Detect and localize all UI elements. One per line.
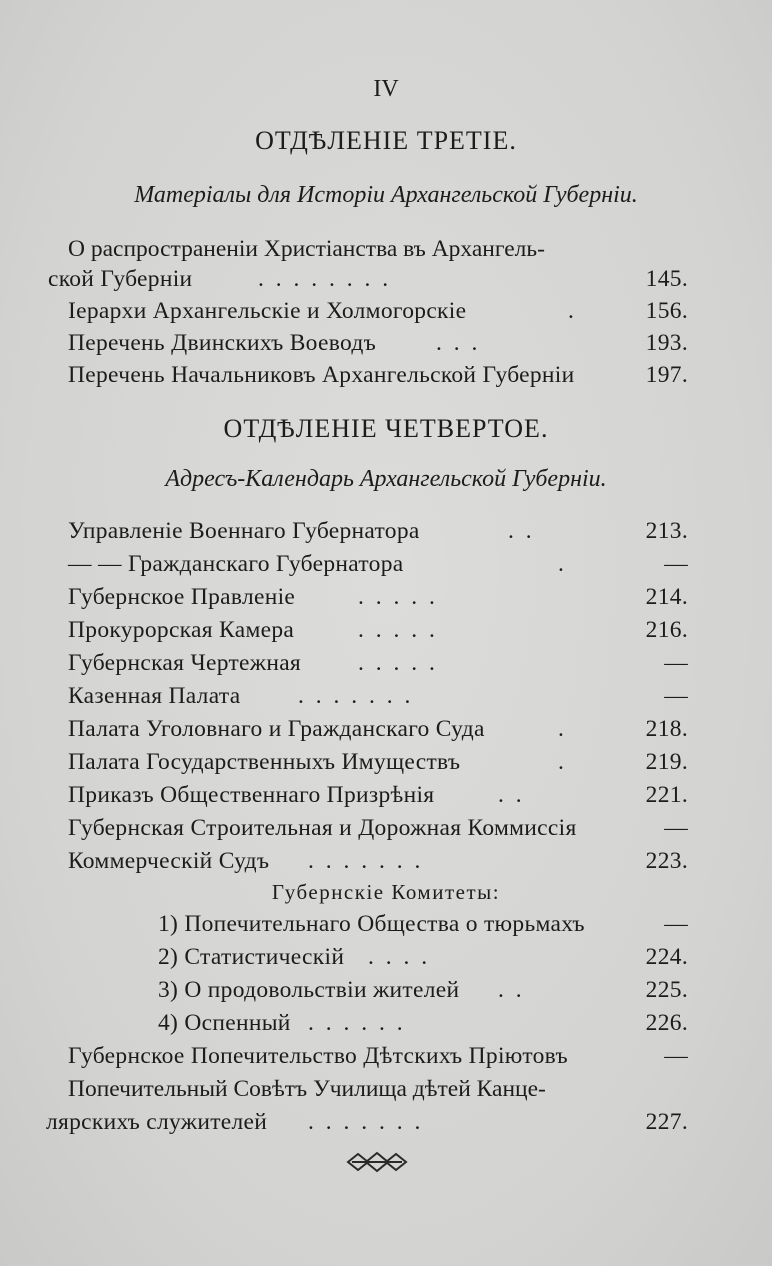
toc-entry-page: — <box>664 683 688 709</box>
toc-leader-dots: . . . . . . . <box>308 1109 424 1135</box>
toc-entry-page: 214. <box>645 584 688 610</box>
ornament-icon <box>346 1150 408 1174</box>
toc-entry-page: 218. <box>645 716 688 742</box>
toc-leader-dots: . . <box>498 782 525 808</box>
toc-entry <box>68 362 688 396</box>
toc-entry-title: Коммерческій Судъ <box>68 848 270 874</box>
toc-entry-page: 219. <box>645 749 688 775</box>
toc-entry-page: 226. <box>645 1010 688 1036</box>
toc-entry-title: 4) Оспенный <box>158 1010 291 1036</box>
toc-leader-dots: . . <box>498 977 525 1003</box>
toc-entry-page: 145. <box>645 266 688 292</box>
toc-entry <box>68 716 688 750</box>
toc-entry-line: Попечительный Совѣтъ Училища дѣтей Канце- <box>68 1076 546 1102</box>
toc-entry-title: Перечень Начальниковъ Архангельской Губерніи <box>68 362 575 388</box>
toc-entry-title: Палата Государственныхъ Имуществъ <box>68 749 461 775</box>
toc-entry-page: 213. <box>645 518 688 544</box>
toc-leader-dots: . <box>558 749 567 775</box>
toc-entry <box>46 1109 688 1143</box>
toc-entry-title: Губернское Правленіе <box>68 584 296 610</box>
toc-entry <box>68 782 688 816</box>
toc-entry <box>68 650 688 684</box>
toc-entry-page: — <box>664 650 688 676</box>
toc-leader-dots: . . . . . . <box>308 1010 406 1036</box>
toc-entry-title: — — Гражданскаго Губернатора <box>68 551 404 577</box>
toc-entry-title: 2) Статистическій <box>158 944 345 970</box>
toc-leader-dots: . . . . . . . . <box>258 266 392 292</box>
toc-entry <box>68 330 688 364</box>
toc-leader-dots: . . <box>508 518 535 544</box>
toc-entry-title: Іерархи Архангельскіе и Холмогорскіе <box>68 298 467 324</box>
toc-entry <box>68 584 688 618</box>
toc-leader-dots: . <box>558 551 567 577</box>
page-number: IV <box>373 76 399 102</box>
toc-entry <box>68 518 688 552</box>
toc-entry-title: Губернское Попечительство Дѣтскихъ Пріютовъ <box>68 1043 568 1069</box>
toc-entry <box>68 551 688 585</box>
toc-entry-title: Прокурорская Камера <box>68 617 295 643</box>
toc-entry-page: 197. <box>645 362 688 388</box>
toc-entry-title: 3) О продовольствіи жителей <box>158 977 460 1003</box>
section-three-title: ОТДѢЛЕНІЕ ТРЕТІЕ. <box>255 126 517 155</box>
toc-entry-page: 216. <box>645 617 688 643</box>
toc-entry-title: лярскихъ служителей <box>46 1109 268 1135</box>
toc-entry <box>68 617 688 651</box>
committees-heading: Губернскіе Комитеты: <box>271 880 501 904</box>
toc-entry <box>68 749 688 783</box>
toc-entry-title: Палата Уголовнаго и Гражданскаго Суда <box>68 716 485 742</box>
toc-entry-title: Перечень Двинскихъ Воеводъ <box>68 330 377 356</box>
toc-entry <box>68 848 688 882</box>
toc-entry-line: О распространеніи Христіанства въ Архангель- <box>68 236 545 262</box>
toc-entry <box>158 944 688 978</box>
toc-entry <box>158 977 688 1011</box>
toc-entry-page: 225. <box>645 977 688 1003</box>
toc-leader-dots: . . . <box>436 330 481 356</box>
toc-leader-dots: . <box>558 716 567 742</box>
toc-entry <box>68 298 688 332</box>
section-four-title: ОТДѢЛЕНІЕ ЧЕТВЕРТОЕ. <box>223 414 549 443</box>
toc-entry-title: Губернская Строительная и Дорожная Коммиссія <box>68 815 577 841</box>
toc-entry <box>48 266 688 300</box>
toc-entry <box>158 911 688 945</box>
toc-entry-page: 221. <box>645 782 688 808</box>
toc-entry-page: 227. <box>645 1109 688 1135</box>
toc-entry-title: 1) Попечительнаго Общества о тюрьмахъ <box>158 911 585 937</box>
toc-entry-page: 223. <box>645 848 688 874</box>
toc-entry-title: Управленіе Военнаго Губернатора <box>68 518 420 544</box>
toc-entry <box>68 1043 688 1077</box>
toc-leader-dots: . . . . . . . <box>298 683 414 709</box>
toc-entry-page: — <box>664 911 688 937</box>
toc-leader-dots: . . . . <box>368 944 431 970</box>
toc-entry <box>68 683 688 717</box>
toc-leader-dots: . . . . . . . <box>308 848 424 874</box>
section-four-subtitle: Адресъ-Календарь Архангельской Губерніи. <box>165 466 607 492</box>
toc-entry-page: 193. <box>645 330 688 356</box>
toc-entry <box>68 815 688 849</box>
toc-leader-dots: . . . . . <box>358 650 438 676</box>
toc-entry-page: — <box>664 815 688 841</box>
toc-leader-dots: . . . . . <box>358 584 438 610</box>
toc-entry-title: Казенная Палата <box>68 683 241 709</box>
toc-entry <box>158 1010 688 1044</box>
toc-entry-page: — <box>664 1043 688 1069</box>
toc-leader-dots: . <box>568 298 577 324</box>
toc-entry-page: 156. <box>645 298 688 324</box>
toc-leader-dots: . . . . . <box>358 617 438 643</box>
toc-entry-title: ской Губерніи <box>48 266 193 292</box>
toc-entry-title: Приказъ Общественнаго Призрѣнія <box>68 782 435 808</box>
toc-entry-page: — <box>664 551 688 577</box>
section-three-subtitle: Матеріалы для Исторіи Архангельской Губерніи. <box>134 182 638 208</box>
toc-entry-title: Губернская Чертежная <box>68 650 302 676</box>
toc-entry-page: 224. <box>645 944 688 970</box>
